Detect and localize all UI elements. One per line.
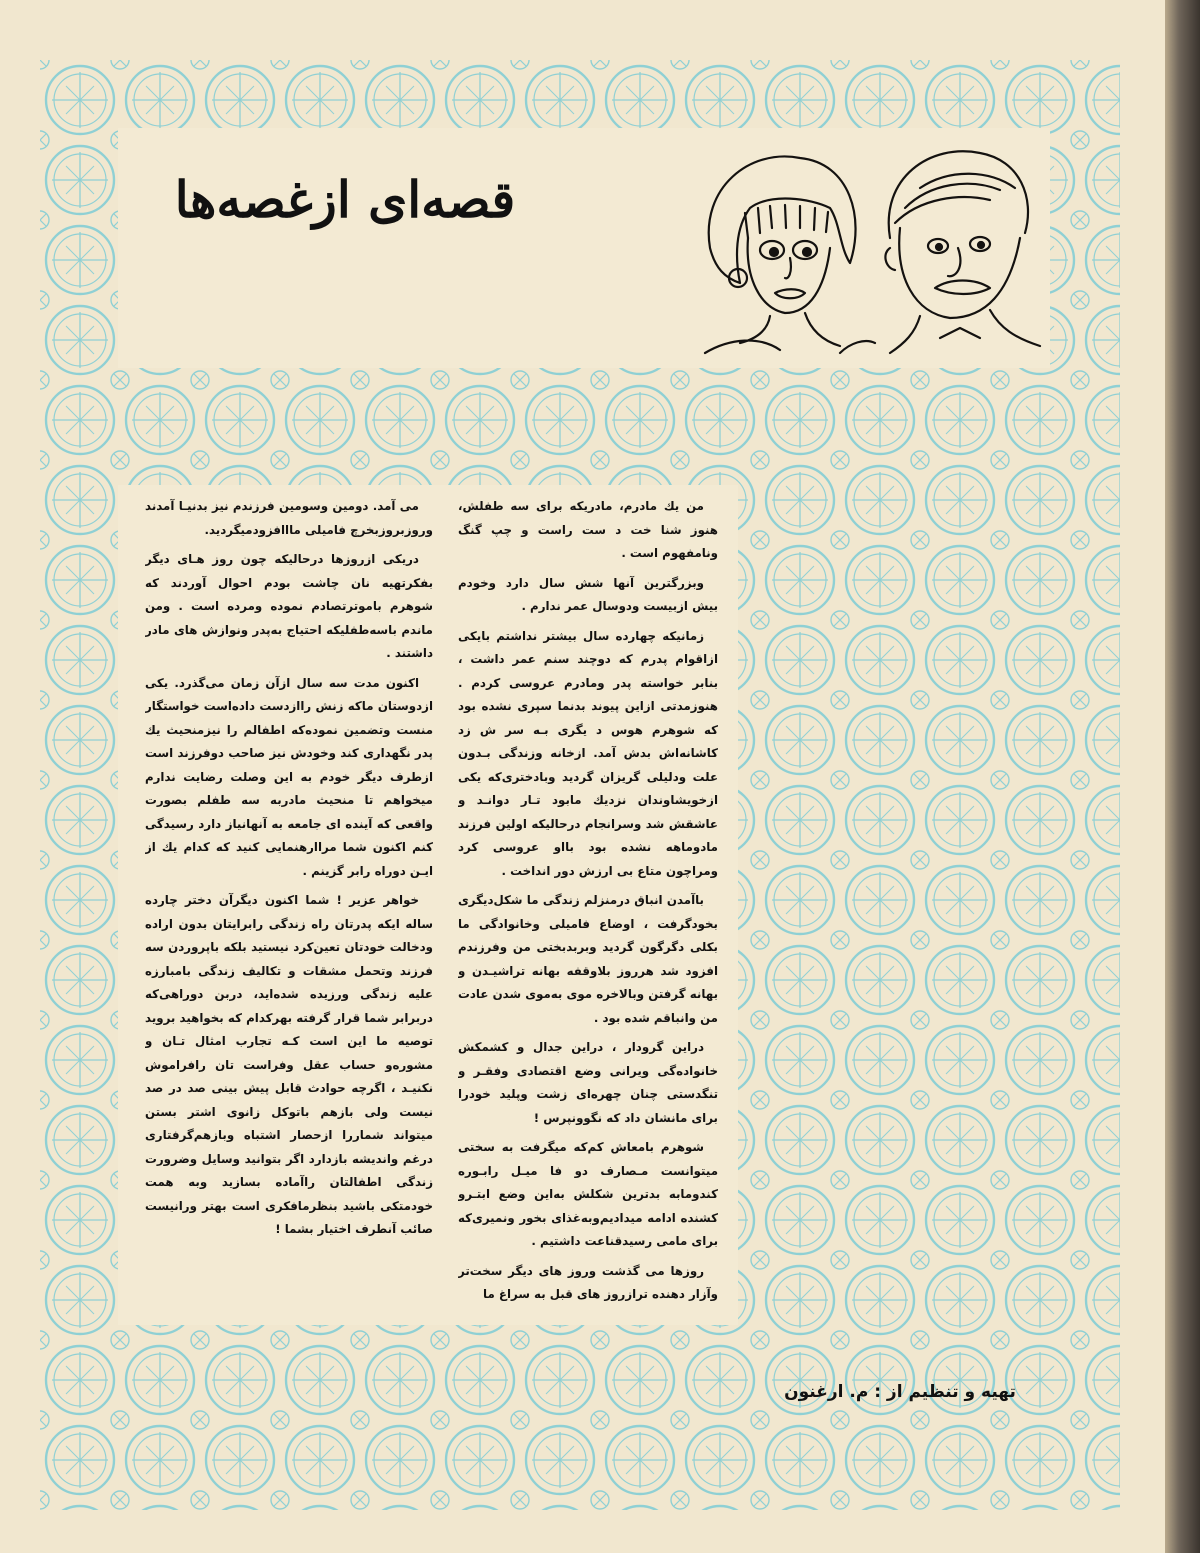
paragraph: من یك مادرم، مادریكه برای سه طفلش، هنوز شنا خت د ست راست و چپ گنگ ونامفهوم است . bbox=[458, 499, 718, 560]
paragraph: زمانیکه چهارده سال بیشتر نداشتم بایکی ازاقوام پدرم که دوچند سنم عمر داشت ، بنابر خواسته پدر ومادرم عروسی کردم . هنوزمدتی ازاین پیوند بدنما سپری نشده بود که شوهرم هوس د یگری بـه سر ش زد کاشانه‌اش بدش آمد. ازخانه وزندگی بـدون علت ودلیلی گریزان گردید وبادختری‌که یکی ازخویشاوندان نزدیك مابود تـار دوانـد و عاشقش شد وسرانجام درحالیکه اولین فرزند مادوماهه نشده بود بااو عروسی کرد ومراچون متاع بی ارزش دور انداخت . bbox=[458, 628, 718, 878]
cartoon-man-icon bbox=[885, 151, 1040, 353]
paragraph: شوهرم بامعاش کم‌که میگرفت به سختی میتوانست مـصارف دو فا میـل رابـوره کندومابه بدترین شکلش به‌این وضع ابتـرو کشنده ادامه میدادیم‌وبه‌غذای بخور ونمیری‌که برای مامی رسیدقناعت داشتیم . bbox=[458, 1140, 718, 1248]
paragraph: اکنون مدت سه سال ازآن زمان می‌گذرد. یکی ازدوستان ماکه زنش راازدست داده‌است خواستگار منست وتضمین نموده‌که اطفالم را نیزمنحیث یك پدر نگهداری کند وخودش نیز صاحب دوفرزند است ازطرف دیگر خودم به این وصلت رضایت ندارم میخواهم تا منحیث مادربه سه طفلم بصورت واقعی که آینده ای جامعه به آنهانیاز دارد رسیدگی کنم اکنون شما مراارهنمایی کنید که کدام یك از ایـن دوراه رابر گزینم . bbox=[145, 675, 433, 878]
cartoon-woman-icon bbox=[705, 156, 875, 353]
article-column-right bbox=[458, 495, 718, 1325]
paragraph: دراین گرودار ، دراین جدال و کشمکش خانواده‌گی ویرانی وضع اقتصادی وفقـر و تنگدستی چنان چهره‌ای زشت وپلید خودرا برای مانشان داد که نگوونپرس ! bbox=[458, 1040, 718, 1125]
paragraph: وبزرگترین آنها شش سال دارد وخودم بیش ازبیست ودوسال عمر ندارم . bbox=[458, 575, 718, 613]
article-column-left bbox=[145, 495, 433, 1325]
paragraph: باآمدن انباق درمنزلم زندگی ما شکل‌دیگری بخودگرفت ، اوضاع فامیلی وخانوادگی ما بکلی دگرگون گردید وبربدبختی من وفرزندم افزود شد هرروز بلاوقفه بهانه تراشیـدن و بهانه گرفتن وبالاخره موی به‌موی شدن عادت من وانباقم شده بود . bbox=[458, 893, 718, 1025]
paragraph: دریکی ازروزها درحالیکه چون روز هـای دیگر بفکرتهیه نان چاشت بودم احوال آوردند که شوهرم باموترتصادم نموده ومرده است . ومن ماندم باسه‌طفلیکه احتیاج به‌پدر ونوازش های مادر داشتند . bbox=[145, 552, 433, 660]
cartoon-illustration bbox=[690, 128, 1050, 368]
paragraph: روزها می گذشت وروز های دیگر سخت‌تر وآزار دهنده ترازروز های قبل به سراغ ما bbox=[458, 1263, 718, 1301]
page-edge bbox=[1165, 0, 1200, 1553]
article-title: قصه‌ای ازغصه‌ها bbox=[174, 170, 516, 229]
paragraph: می آمد. دومین وسومین فرزندم نیز بدنیـا آمدند وروزبروزبخرچ فامیلی مااافزودمیگردید. bbox=[145, 499, 433, 537]
author-credit: تهیه و تنظیم از : م. ارغنون bbox=[784, 1382, 1016, 1402]
paragraph: خواهر عزیر ! شما اکنون دیگرآن دختر چارده ساله ایکه پدرتان راه زندگی رابرایتان بدون اراده ودخالت خودتان تعین‌کرد نیستید بلکه باپروردن سه فرزند وتحمل مشقات و تکالیف زندگی بامبارزه علیه زندگی ورزیده شده‌اید، دربن دوراهی‌که دربرابر شما قرار گرفته بهرکدام که بخواهید بروید توصیه ما این است کـه تجارب امثال تـان و مشوره‌و حساب عقل وفراست تان رافراموش نکنیـد ، اگرچه حوادث قابل پیش بینی صد در صد نیست ولی بازهم باتوکل زانوی اشتر بستن میتواند شماررا ازحصار اشتباه وبازهم‌گرفتاری درغم واندیشه بازدارد اگر بتوانید وسایل وضرورت زندگی اطفالتان راآماده بسازید وبه همت خودمتکی باشید بنظرمافکری است بهتر ورانیست صائب آنطرف اختیار بشما ! bbox=[145, 893, 433, 1236]
